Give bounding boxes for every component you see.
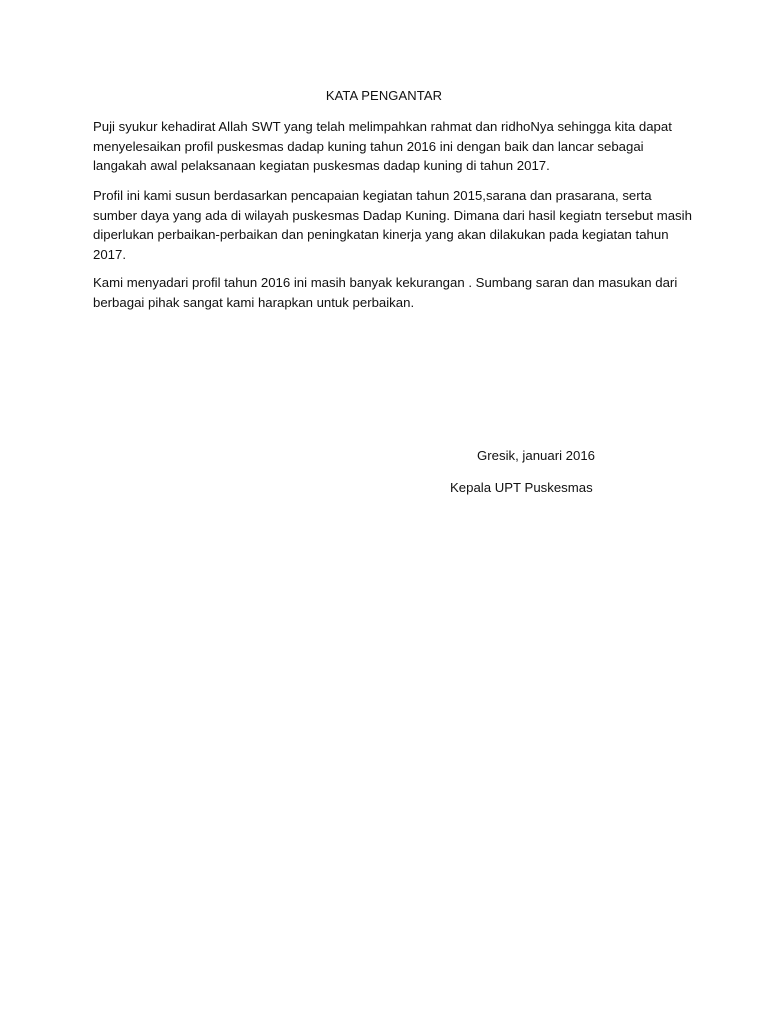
paragraph-line: menyelesaikan profil puskesmas dadap kuning tahun 2016 ini dengan baik dan lancar sebagai xyxy=(93,138,644,154)
paragraph-line: Puji syukur kehadirat Allah SWT yang telah melimpahkan rahmat dan ridhoNya sehingga kita dapat xyxy=(93,119,672,134)
paragraph-line: Profil ini kami susun berdasarkan pencapaian kegiatan tahun 2015,sarana dan prasarana, serta xyxy=(93,188,652,203)
paragraph-closing xyxy=(93,273,693,312)
paragraph-basis xyxy=(93,186,693,264)
paragraph-line: Kami menyadari profil tahun 2016 ini masih banyak kekurangan . Sumbang saran dan masukan dari xyxy=(93,275,678,290)
paragraph-intro xyxy=(93,117,693,176)
signature-place-date: Gresik, januari 2016 xyxy=(477,448,596,463)
paragraph-line: sumber daya yang ada di wilayah puskesmas Dadap Kuning. Dimana dari hasil kegiatn tersebut masih xyxy=(93,207,692,223)
paragraph-line: berbagai pihak sangat kami harapkan untuk perbaikan. xyxy=(93,294,415,310)
document-title: KATA PENGANTAR xyxy=(325,88,443,103)
paragraph-line: diperlukan perbaikan-perbaikan dan peningkatan kinerja yang akan dilakukan pada kegiatan tahun xyxy=(93,227,669,242)
paragraph-line: langakah awal pelaksanaan kegiatan puskesmas dadap kuning di tahun 2017. xyxy=(93,158,550,173)
signature-role: Kepala UPT Puskesmas xyxy=(450,480,593,495)
paragraph-line: 2017. xyxy=(93,246,127,262)
